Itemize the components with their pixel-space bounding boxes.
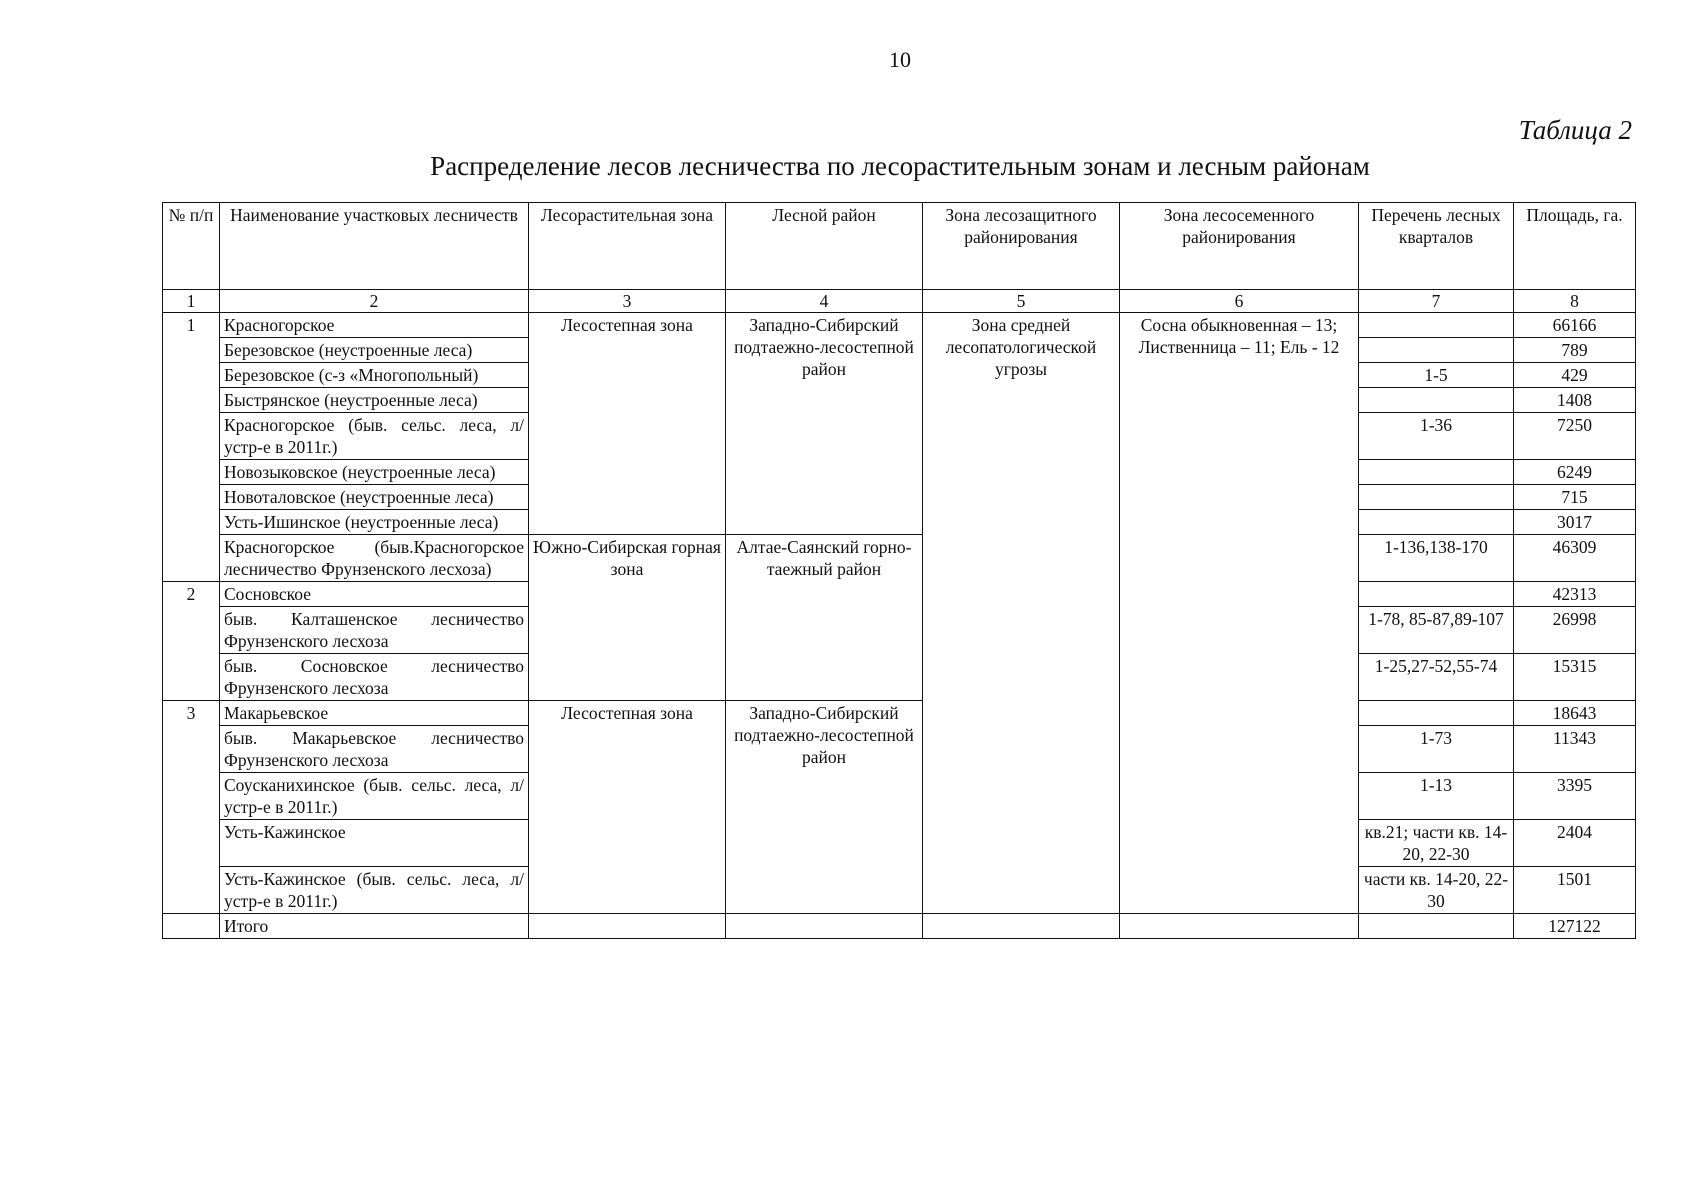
- quarters: 1-36: [1359, 413, 1514, 460]
- forestry-name: Красногорское (быв. сельс. леса, л/устр-е в 2011г.): [220, 413, 529, 460]
- area: 3395: [1514, 773, 1636, 820]
- forestry-name: Усть-Кажинское: [220, 820, 529, 867]
- vegetation-zone: Лесостепная зона: [529, 701, 726, 914]
- area: 11343: [1514, 726, 1636, 773]
- quarters: 1-13: [1359, 773, 1514, 820]
- table-row: [163, 535, 1636, 582]
- protection-zone: Зона средней лесопатологической угрозы: [923, 313, 1120, 914]
- column-number: 4: [726, 290, 923, 313]
- forest-distribution-table: [162, 202, 1636, 939]
- quarters: [1359, 701, 1514, 726]
- quarters: 1-5: [1359, 363, 1514, 388]
- row-number: 3: [163, 701, 220, 914]
- total-label: Итого: [220, 914, 529, 939]
- forestry-name: Усть-Ишинское (неустроенные леса): [220, 510, 529, 535]
- total-empty-cell: [1359, 914, 1514, 939]
- area: 15315: [1514, 654, 1636, 701]
- quarters: кв.21; части кв. 14-20, 22-30: [1359, 820, 1514, 867]
- column-number: 6: [1120, 290, 1359, 313]
- page-number: 10: [889, 47, 911, 72]
- row-number: 1: [163, 313, 220, 582]
- quarters: [1359, 485, 1514, 510]
- forestry-name: Новозыковское (неустроенные леса): [220, 460, 529, 485]
- forestry-name: Новоталовское (неустроенные леса): [220, 485, 529, 510]
- column-number: 7: [1359, 290, 1514, 313]
- quarters: [1359, 313, 1514, 338]
- total-empty-cell: [163, 914, 220, 939]
- header-protect-zone: Зона лесозащитного районирования: [923, 203, 1120, 290]
- quarters: части кв. 14-20, 22-30: [1359, 867, 1514, 914]
- area: 429: [1514, 363, 1636, 388]
- header-forest-district: Лесной район: [726, 203, 923, 290]
- area: 1408: [1514, 388, 1636, 413]
- table-caption: Таблица 2: [1518, 115, 1632, 145]
- forestry-name: быв. Сосновское лесничество Фрунзенского лесхоза: [220, 654, 529, 701]
- table-title: Распределение лесов лесничества по лесорастительным зонам и лесным районам: [430, 151, 1370, 181]
- table-row: [163, 313, 1636, 338]
- forestry-name: Соусканихинское (быв. сельс. леса, л/устр-е в 2011г.): [220, 773, 529, 820]
- area: 7250: [1514, 413, 1636, 460]
- header-no: № п/п: [163, 203, 220, 290]
- area: 2404: [1514, 820, 1636, 867]
- total-empty-cell: [529, 914, 726, 939]
- area: 18643: [1514, 701, 1636, 726]
- quarters: [1359, 460, 1514, 485]
- header-name: Наименование участковых лесничеств: [220, 203, 529, 290]
- row-number: 2: [163, 582, 220, 701]
- column-number-row: [163, 290, 1636, 313]
- header-veg-zone: Лесорастительная зона: [529, 203, 726, 290]
- forest-district: Алтае-Саянский горно-таежный район: [726, 535, 923, 701]
- area: 66166: [1514, 313, 1636, 338]
- forestry-name: Красногорское: [220, 313, 529, 338]
- quarters: 1-25,27-52,55-74: [1359, 654, 1514, 701]
- forestry-name: Сосновское: [220, 582, 529, 607]
- forest-district: Западно-Сибирский подтаежно-лесостепной район: [726, 701, 923, 914]
- total-empty-cell: [923, 914, 1120, 939]
- header-area: Площадь, га.: [1514, 203, 1636, 290]
- area: 1501: [1514, 867, 1636, 914]
- area: 6249: [1514, 460, 1636, 485]
- forestry-name: Березовское (неустроенные леса): [220, 338, 529, 363]
- forestry-name: Красногорское (быв.Красногорское лесничество Фрунзенского лесхоза): [220, 535, 529, 582]
- quarters: 1-136,138-170: [1359, 535, 1514, 582]
- area: 26998: [1514, 607, 1636, 654]
- column-number: 1: [163, 290, 220, 313]
- column-number: 8: [1514, 290, 1636, 313]
- total-empty-cell: [726, 914, 923, 939]
- quarters: [1359, 582, 1514, 607]
- header-quarters: Перечень лесных кварталов: [1359, 203, 1514, 290]
- area: 715: [1514, 485, 1636, 510]
- seed-zone: Сосна обыкновенная – 13; Лиственница – 11; Ель - 12: [1120, 313, 1359, 914]
- total-area: 127122: [1514, 914, 1636, 939]
- vegetation-zone: Южно-Сибирская горная зона: [529, 535, 726, 701]
- quarters: [1359, 338, 1514, 363]
- quarters: [1359, 388, 1514, 413]
- forestry-name: быв. Калташенское лесничество Фрунзенского лесхоза: [220, 607, 529, 654]
- area: 789: [1514, 338, 1636, 363]
- area: 42313: [1514, 582, 1636, 607]
- forestry-name: Макарьевское: [220, 701, 529, 726]
- quarters: [1359, 510, 1514, 535]
- header-seed-zone: Зона лесосеменного районирования: [1120, 203, 1359, 290]
- area: 3017: [1514, 510, 1636, 535]
- vegetation-zone: Лесостепная зона: [529, 313, 726, 535]
- area: 46309: [1514, 535, 1636, 582]
- total-empty-cell: [1120, 914, 1359, 939]
- table-row: [163, 701, 1636, 726]
- column-number: 2: [220, 290, 529, 313]
- forestry-name: Березовское (с-з «Многопольный): [220, 363, 529, 388]
- quarters: 1-73: [1359, 726, 1514, 773]
- forest-district: Западно-Сибирский подтаежно-лесостепной район: [726, 313, 923, 535]
- total-row: [163, 914, 1636, 939]
- quarters: 1-78, 85-87,89-107: [1359, 607, 1514, 654]
- header-row: [163, 203, 1636, 290]
- forestry-name: Усть-Кажинское (быв. сельс. леса, л/устр-е в 2011г.): [220, 867, 529, 914]
- column-number: 3: [529, 290, 726, 313]
- column-number: 5: [923, 290, 1120, 313]
- forestry-name: Быстрянское (неустроенные леса): [220, 388, 529, 413]
- forestry-name: быв. Макарьевское лесничество Фрунзенского лесхоза: [220, 726, 529, 773]
